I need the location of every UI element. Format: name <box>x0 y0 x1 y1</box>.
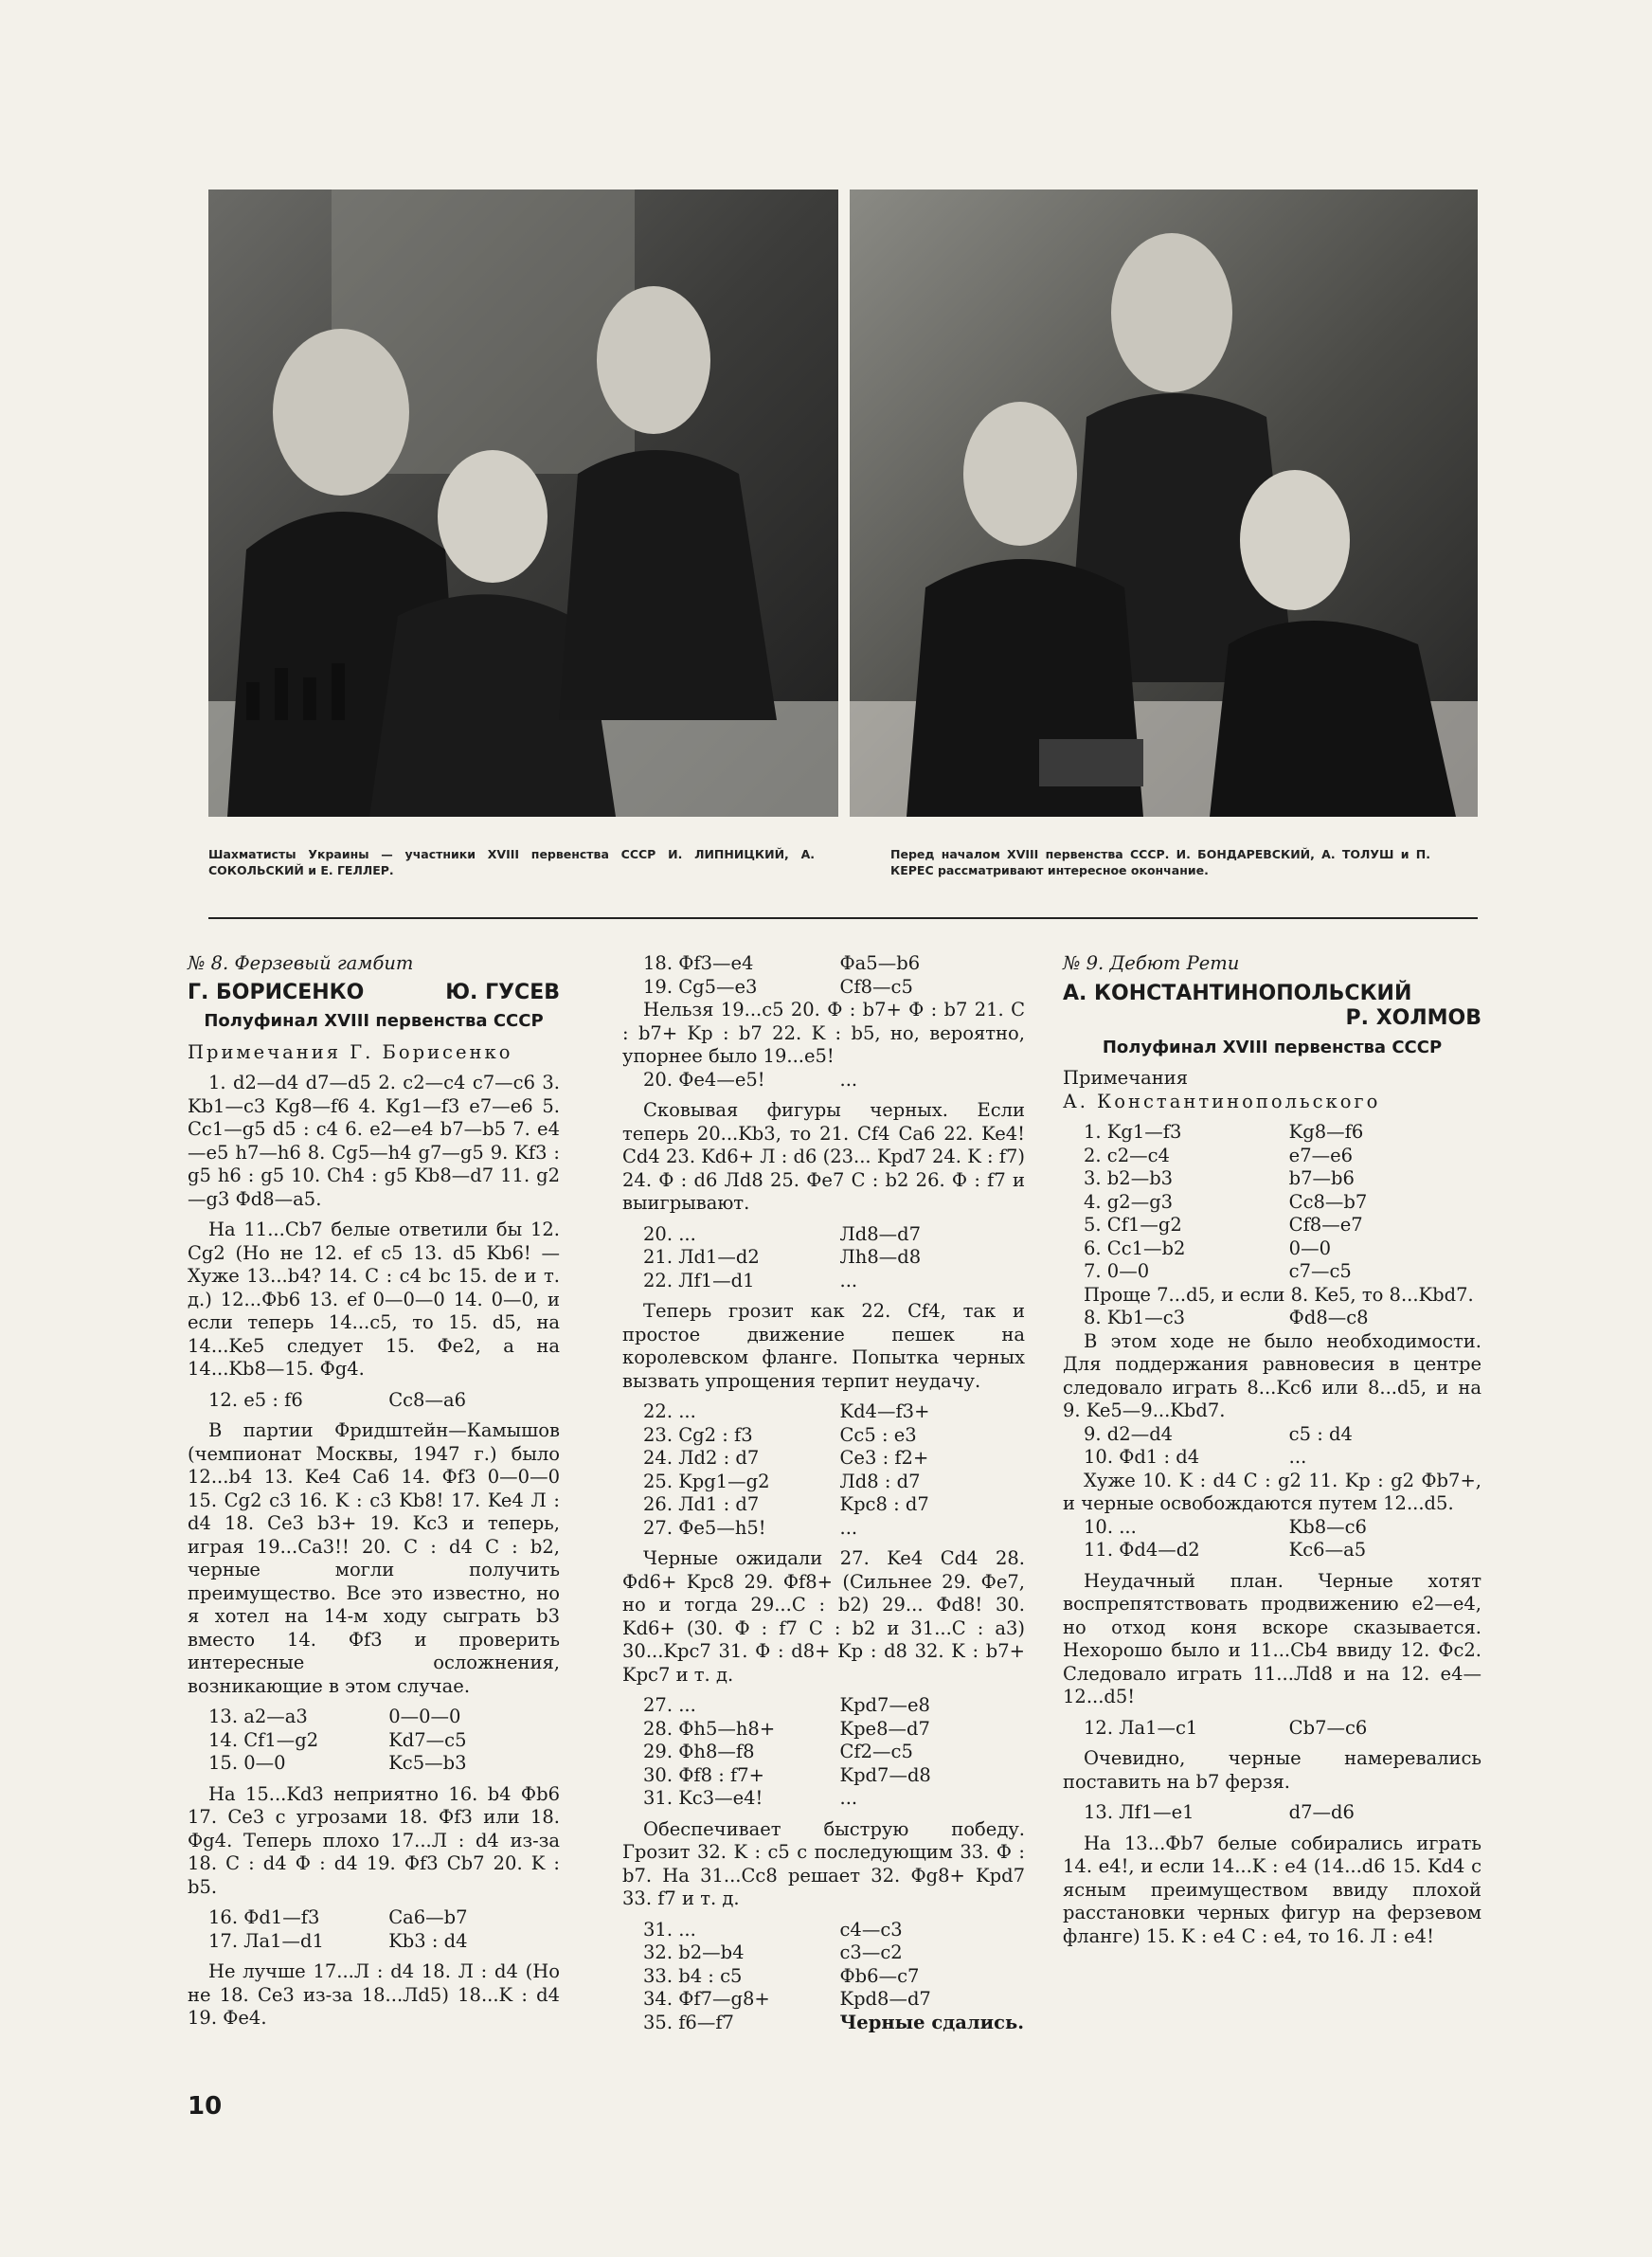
move-row: 29. Фh8—f8 Cf2—c5 <box>643 1741 913 1762</box>
move-row: 13. Лf1—e1 d7—d6 <box>1084 1801 1355 1823</box>
photo-caption-left: Шахматисты Украины — участники XVIII первенства СССР И. ЛИПНИЦКИЙ, А. СОКОЛЬСКИЙ и Е. ГЕЛЛЕР. <box>208 847 815 877</box>
move-row: 16. Фd1—f3 Ca6—b7 <box>208 1906 468 1928</box>
game-8-text-1: 1. d2—d4 d7—d5 2. c2—c4 c7—c6 3. Kb1—c3 Kg8—f6 4. Kg1—f3 e7—e6 5. Cc1—g5 d5 : c4 6. e2—e4 b7—b5 7. e4—e5 h7—h6 8. Cg5—h4 g7—g5 9. Kf3 : g5 h6 : g5 10. Ch4 : g5 Kb8—d7 11. g2—g3 Фd8—a5. <box>188 1072 560 1210</box>
page-number: 10 <box>188 2092 223 2121</box>
move-row: 20. Фe4—e5! ... <box>643 1068 858 1091</box>
game-9-text-1: Проще 7...d5, и если 8. Ke5, то 8...Kbd7. <box>1084 1283 1474 1306</box>
column-1 <box>188 952 560 2031</box>
game-8-text-7: Сковывая фигуры черных. Если теперь 20...Kb3, то 21. Cf4 Ca6 22. Ke4! Cd4 23. Kd6+ Л : d6 (23... Kpd7 24. K : f7) 24. Ф : d6 Лd8 25. Фe7 C : b2 26. Ф : f7 и выигрывают. <box>622 1099 1025 1214</box>
game-9-text-2: В этом ходе не было необходимости. Для поддержания равновесия в центре следовало играть 8...Kc6 или 8...d5, и на 9. Ke5—9...Kbd7. <box>1063 1329 1481 1421</box>
move-row: 10. Фd1 : d4 ... <box>1084 1446 1307 1468</box>
game-9-white-player: А. КОНСТАНТИНОПОЛЬСКИЙ <box>1063 981 1412 1005</box>
game-9-event: Полуфинал XVIII первенства СССР <box>1102 1037 1443 1057</box>
move-row: 6. Cc1—b2 0—0 <box>1084 1237 1331 1259</box>
move-row: 31. ... c4—c3 <box>643 1918 903 1941</box>
game-8-text-9: Черные ожидали 27. Ke4 Cd4 28. Фd6+ Kpc8 29. Фf8+ (Сильнее 29. Фe7, но и тогда 29...C : b2) 29... Фd8! 30. Kd6+ (30. Ф : f7 C : b2 и 31...C : a3) 30...Kpc7 31. Ф : d8+ Kp : d8 32. K : b7+ Kpc7 и т. д. <box>622 1547 1025 1686</box>
move-row: 15. 0—0 Kc5—b3 <box>208 1752 467 1774</box>
game-9-text-5: Очевидно, черные намеревались поставить на b7 ферзя. <box>1063 1747 1481 1793</box>
move-row: 12. Лa1—c1 Cb7—c6 <box>1084 1716 1368 1739</box>
move-row: 34. Фf7—g8+ Kpd8—d7 <box>643 1988 931 2010</box>
move-row: 8. Kb1—c3 Фd8—c8 <box>1084 1307 1369 1328</box>
game-9-players <box>1063 982 1481 1031</box>
game-8-text-3: В партии Фридштейн—Камышов (чемпионат Москвы, 1947 г.) было 12...b4 13. Ke4 Ca6 14. Фf3 0—0—0 15. Cg2 c3 16. K : c3 Kb8! 17. Ke4 Л : d4 18. Ce3 b3+ 19. Kc3 и теперь, играя 19...Ca3!! 20. C : d4 C : b2, черные могли получить преимущество. Все это известно, но я хотел на 14-м ходу сыграть b3 вместо 14. Фf3 и проверить интересные осложнения, возникающие в этом случае. <box>188 1419 560 1697</box>
move-row: 22. ... Kd4—f3+ <box>643 1400 930 1422</box>
photo-caption-right: Перед началом XVIII первенства СССР. И. БОНДАРЕВСКИЙ, А. ТОЛУШ и П. КЕРЕС рассматривают интересное окончание. <box>890 847 1430 877</box>
game-9-annotator: А. Константинопольского <box>1063 1090 1381 1112</box>
game-8-text-8: Теперь грозит как 22. Cf4, так и простое движение пешек на королевском фланге. Попытка черных вызвать упрощения терпит неудачу. <box>622 1300 1025 1392</box>
horizontal-divider <box>208 917 1478 919</box>
move-row: 5. Cf1—g2 Cf8—e7 <box>1084 1214 1363 1236</box>
photo-ukrainian-chess-players <box>208 190 838 817</box>
move-row: 19. Cg5—e3 Cf8—c5 <box>643 975 913 998</box>
move-row: 23. Cg2 : f3 Cc5 : e3 <box>643 1423 917 1446</box>
move-row: 12. e5 : f6 Cc8—a6 <box>208 1388 466 1411</box>
column-3 <box>1063 952 1481 1948</box>
move-row: 20. ... Лd8—d7 <box>643 1222 922 1245</box>
move-row: 13. a2—a3 0—0—0 <box>208 1706 461 1727</box>
photo-soviet-championship-players <box>850 190 1478 817</box>
move-row: 11. Фd4—d2 Kc6—a5 <box>1084 1539 1367 1561</box>
move-row: 33. b4 : c5 Фb6—c7 <box>643 1964 920 1987</box>
move-row: 27. ... Kpd7—e8 <box>643 1694 930 1716</box>
move-row: 32. b2—b4 c3—c2 <box>643 1941 903 1963</box>
game-9-black-player: Р. ХОЛМОВ <box>1345 1005 1481 1030</box>
game-8-heading: № 8. Ферзевый гамбит <box>188 952 414 974</box>
move-row: 1. Kg1—f3 Kg8—f6 <box>1084 1121 1364 1143</box>
move-row: 30. Фf8 : f7+ Kpd7—d8 <box>643 1763 931 1786</box>
move-row: 14. Cf1—g2 Kd7—c5 <box>208 1728 467 1751</box>
move-row: 7. 0—0 c7—c5 <box>1084 1260 1352 1282</box>
game-9-annotator-label: Примечания <box>1063 1067 1189 1089</box>
game-8-text-6: Нельзя 19...c5 20. Ф : b7+ Ф : b7 21. C : b7+ Kp : b7 22. K : b5, но, вероятно, упорнее было 19...e5! <box>622 999 1025 1067</box>
move-row: 24. Лd2 : d7 Ce3 : f2+ <box>643 1447 929 1469</box>
move-row: 21. Лd1—d2 Лh8—d8 <box>643 1246 922 1268</box>
move-row: 22. Лf1—d1 ... <box>643 1269 858 1291</box>
game-8-black-player: Ю. ГУСЕВ <box>445 980 560 1004</box>
move-row: 2. c2—c4 e7—e6 <box>1084 1144 1354 1166</box>
move-row: 31. Kc3—e4! ... <box>643 1787 858 1809</box>
move-row: 4. g2—g3 Cc8—b7 <box>1084 1190 1368 1213</box>
column-2 <box>622 952 1025 2034</box>
game-8-white-player: Г. БОРИСЕНКО <box>188 980 365 1004</box>
move-row: 9. d2—d4 c5 : d4 <box>1084 1422 1353 1445</box>
move-row: 18. Фf3—e4 Фa5—b6 <box>643 952 921 974</box>
game-8-text-2: На 11...Cb7 белые ответили бы 12. Cg2 (Но не 12. ef c5 13. d5 Kb6! — Хуже 13...b4? 14. C : c4 bc 15. de и т. д.) 12...Фb6 13. ef 0—0—0 14. 0—0, и если теперь 14...c5, то 15. d5, на 14...Ke5 следует 15. Фe2, а на 14...Kb8—15. Фg4. <box>188 1219 560 1380</box>
game-8-players <box>188 982 560 1005</box>
game-8-text-10: Обеспечивает быструю победу. Грозит 32. K : c5 с последующим 33. Ф : b7. На 31...Cc8 решает 32. Фg8+ Kpd7 33. f7 и т. д. <box>622 1817 1025 1909</box>
move-row: 25. Kpg1—g2 Лd8 : d7 <box>643 1470 921 1492</box>
move-row: 27. Фe5—h5! ... <box>643 1516 858 1539</box>
game-8-annotator: Примечания Г. Борисенко <box>188 1040 513 1063</box>
game-8-text-5: Не лучше 17...Л : d4 18. Л : d4 (Но не 18. Ce3 из-за 18...Лd5) 18...K : d4 19. Фe4. <box>188 1960 560 2029</box>
game-9-text-6: На 13...Фb7 белые собирались играть 14. e4!, и если 14...K : e4 (14...d6 15. Kd4 с ясным преимуществом ввиду плохой расстановки черных фигур на ферзевом фланге) 15. K : e4 C : e4, то 16. Л : e4! <box>1063 1832 1481 1947</box>
move-row: 26. Лd1 : d7 Kpc8 : d7 <box>643 1493 929 1515</box>
game-8-text-4: На 15...Kd3 неприятно 16. b4 Фb6 17. Ce3 с угрозами 18. Фf3 или 18. Фg4. Теперь плохо 17...Л : d4 из-за 18. C : d4 Ф : d4 19. Фf3 Cb7 20. K : b5. <box>188 1782 560 1898</box>
move-row: 10. ... Kb8—c6 <box>1084 1515 1367 1538</box>
move-row: 17. Лa1—d1 Kb3 : d4 <box>208 1929 468 1952</box>
game-8-event: Полуфинал XVIII первенства СССР <box>204 1011 544 1031</box>
game-9-heading: № 9. Дебют Рети <box>1063 952 1240 974</box>
game-9-text-4: Неудачный план. Черные хотят воспрепятствовать продвижению e2—e4, но отход коня вскоре сказывается. Нехорошо было и 11...Cb4 ввиду 12. Фc2. Следовало играть 11...Лd8 и на 12. e4—12...d5! <box>1063 1569 1481 1707</box>
move-row: 35. f6—f7 Черные сдались. <box>643 2011 1024 2033</box>
game-9-text-3: Хуже 10. K : d4 C : g2 11. Kp : g2 Фb7+, и черные освобождаются путем 12...d5. <box>1063 1469 1481 1514</box>
move-row: 3. b2—b3 b7—b6 <box>1084 1167 1355 1189</box>
move-row: 28. Фh5—h8+ Kpe8—d7 <box>643 1717 930 1740</box>
